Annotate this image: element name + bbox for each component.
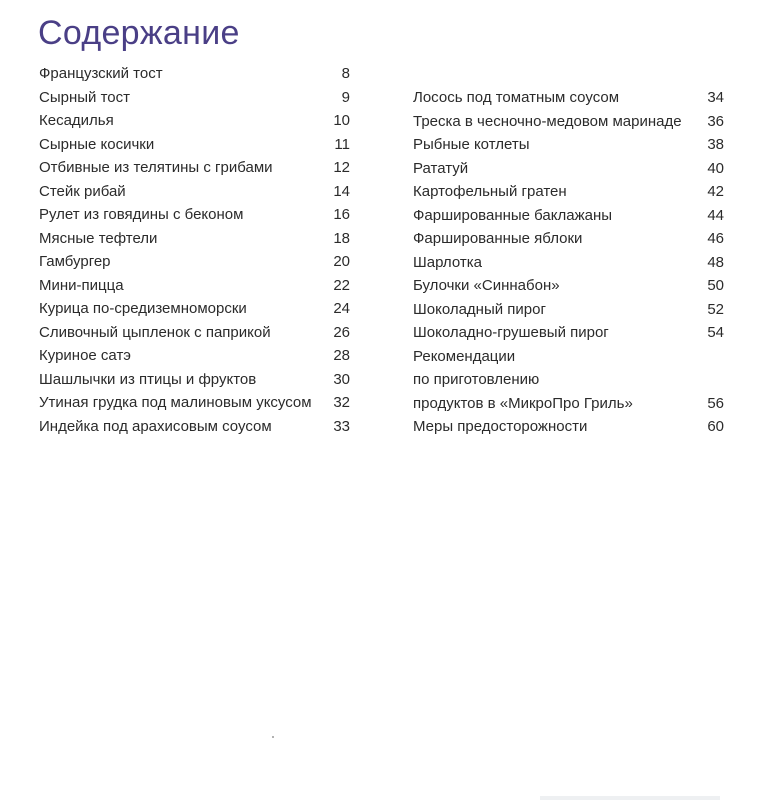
toc-entry-title: Сырный тост xyxy=(39,88,130,106)
toc-entry xyxy=(39,180,350,204)
toc-entry xyxy=(39,321,350,345)
toc-entry-title: Картофельный гратен xyxy=(413,183,567,200)
toc-entry-title: Фаршированные яблоки xyxy=(413,230,583,247)
toc-entry-page-number: 42 xyxy=(707,183,724,200)
toc-entry-title: Шарлотка xyxy=(413,253,482,271)
toc-entry-title: Сырные косички xyxy=(39,135,155,153)
toc-entry-page-number: 38 xyxy=(707,136,724,153)
toc-entry xyxy=(413,204,724,228)
toc-entry-title: Треска в чесночно-медовом маринаде xyxy=(413,112,682,130)
toc-entry-title: Лосось под томатным соусом xyxy=(413,89,620,106)
toc-entry-page-number: 14 xyxy=(333,182,350,200)
toc-entry-title: Мясные тефтели xyxy=(39,229,158,247)
toc-entry-page-number: 8 xyxy=(341,65,350,82)
toc-entry-page-number: 20 xyxy=(333,253,350,270)
toc-entry xyxy=(413,227,724,251)
toc-entry xyxy=(413,180,724,204)
toc-entry-page-number: 52 xyxy=(707,300,724,318)
toc-entry-title: Отбивные из телятины с грибами xyxy=(39,159,273,176)
toc-entry-page-number: 30 xyxy=(333,370,350,388)
toc-entry-title: Французский тост xyxy=(39,65,163,82)
toc-entry xyxy=(413,298,724,322)
toc-entry-title: Рекомендации по приготовлению продуктов в «МикроПро Гриль» xyxy=(413,347,633,412)
toc-entry-title: Фаршированные баклажаны xyxy=(413,206,613,224)
toc-entry-page-number: 16 xyxy=(333,206,350,223)
toc-entry xyxy=(39,274,350,298)
toc-entry xyxy=(39,156,350,180)
toc-entry-page-number: 10 xyxy=(333,112,350,129)
toc-entry-page-number: 44 xyxy=(707,206,724,224)
toc-entry-page-number: 11 xyxy=(334,135,350,153)
toc-entry xyxy=(413,86,724,110)
toc-entry-page-number: 34 xyxy=(707,89,724,106)
toc-entry-title: Курица по-средиземноморски xyxy=(39,300,247,317)
toc-entry xyxy=(39,62,350,86)
toc-entry xyxy=(39,368,350,392)
toc-entry-title: Стейк рибай xyxy=(39,182,126,200)
toc-entry xyxy=(413,345,724,416)
scan-edge xyxy=(540,796,720,800)
toc-entry xyxy=(413,110,724,134)
toc-entry-title: Шоколадный пирог xyxy=(413,300,546,318)
toc-entry-title: Рулет из говядины с беконом xyxy=(39,206,244,223)
toc-entry-page-number: 40 xyxy=(707,159,724,177)
toc-left-column xyxy=(39,62,350,438)
toc-entry-page-number: 56 xyxy=(707,394,724,412)
toc-entry-title: Утиная грудка под малиновым уксусом xyxy=(39,394,312,411)
toc-entry-page-number: 26 xyxy=(333,323,350,341)
toc-entry-page-number: 18 xyxy=(333,229,350,247)
toc-entry xyxy=(39,415,350,439)
toc-entry-title: Меры предосторожности xyxy=(413,418,588,435)
toc-entry xyxy=(39,86,350,110)
toc-entry xyxy=(39,109,350,133)
toc-entry xyxy=(39,250,350,274)
toc-entry-page-number: 9 xyxy=(341,88,350,106)
toc-entry xyxy=(413,415,724,439)
toc-entry xyxy=(413,274,724,298)
toc-entry xyxy=(39,344,350,368)
toc-entry-title: Гамбургер xyxy=(39,253,111,270)
toc-entry-page-number: 48 xyxy=(707,253,724,271)
toc-entry xyxy=(413,251,724,275)
toc-entry-title: Рыбные котлеты xyxy=(413,136,530,153)
toc-entry xyxy=(39,297,350,321)
toc-entry-page-number: 32 xyxy=(333,394,350,411)
toc-entry-page-number: 54 xyxy=(707,324,724,341)
toc-entry xyxy=(39,227,350,251)
toc-right-column xyxy=(413,86,724,439)
toc-entry-title: Куриное сатэ xyxy=(39,347,131,364)
toc-entry-page-number: 24 xyxy=(333,300,350,317)
toc-entry-title: Шоколадно-грушевый пирог xyxy=(413,324,609,341)
toc-entry-page-number: 36 xyxy=(707,112,724,130)
toc-entry-page-number: 33 xyxy=(333,417,350,435)
toc-entry-title: Мини-пицца xyxy=(39,276,124,294)
toc-entry xyxy=(39,133,350,157)
toc-entry-page-number: 12 xyxy=(333,159,350,176)
page-title: Содержание xyxy=(38,14,240,52)
toc-entry-title: Шашлычки из птицы и фруктов xyxy=(39,370,257,388)
toc-entry xyxy=(39,391,350,415)
toc-entry-title: Сливочный цыпленок с паприкой xyxy=(39,323,271,341)
toc-entry-page-number: 50 xyxy=(707,277,724,294)
toc-entry-title: Кесадилья xyxy=(39,112,114,129)
toc-entry-page-number: 28 xyxy=(333,347,350,364)
toc-entry-page-number: 22 xyxy=(333,276,350,294)
toc-entry-title: Индейка под арахисовым соусом xyxy=(39,417,272,435)
toc-entry-page-number: 60 xyxy=(707,418,724,435)
toc-entry-title: Рататуй xyxy=(413,159,469,177)
toc-entry-page-number: 46 xyxy=(707,230,724,247)
stray-dot xyxy=(272,736,274,738)
toc-entry xyxy=(413,157,724,181)
toc-entry-title: Булочки «Синнабон» xyxy=(413,277,560,294)
toc-entry xyxy=(413,133,724,157)
toc-entry xyxy=(413,321,724,345)
toc-entry xyxy=(39,203,350,227)
